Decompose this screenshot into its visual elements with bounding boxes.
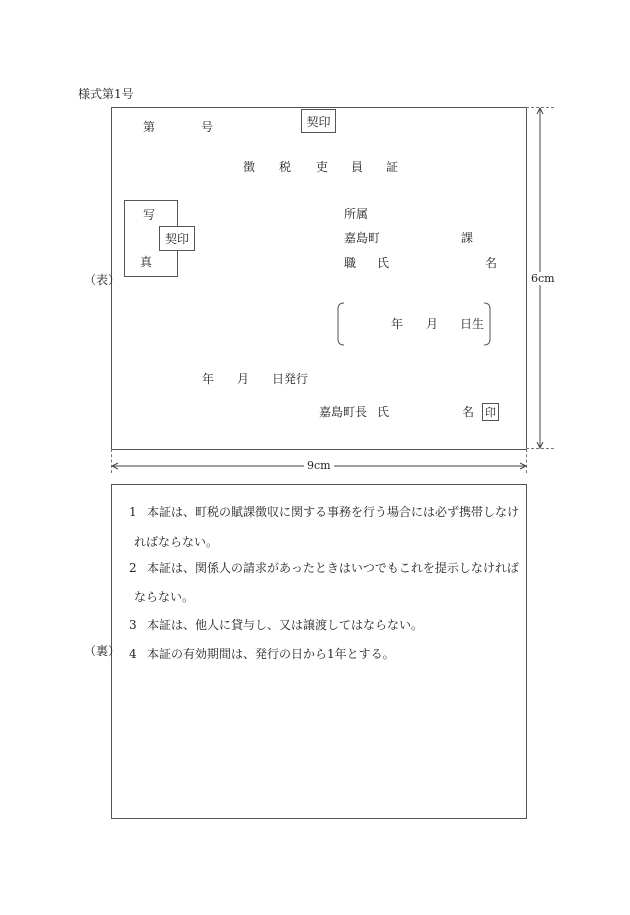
back-item-4-line1: 本証の有効期間は、発行の日から1年とする。 bbox=[147, 647, 395, 661]
birth-nichi: 日生 bbox=[460, 317, 485, 331]
seal-text-photo: 契印 bbox=[164, 232, 189, 246]
issue-gatsu: 月 bbox=[237, 372, 250, 386]
position-shi: 氏 bbox=[377, 256, 390, 270]
birth-nen: 年 bbox=[391, 317, 404, 331]
affiliation-label: 所属 bbox=[344, 207, 369, 221]
number-go: 号 bbox=[201, 120, 214, 134]
width-label: 9cm bbox=[304, 460, 334, 471]
title-char-1: 徴 bbox=[243, 160, 256, 174]
mayor-stamp bbox=[482, 403, 499, 421]
position-mei: 名 bbox=[485, 256, 498, 270]
title-char-2: 税 bbox=[279, 160, 292, 174]
height-label: 6cm bbox=[531, 272, 555, 285]
affiliation-town: 嘉島町 bbox=[344, 231, 381, 245]
photo-label-bottom: 真 bbox=[140, 255, 153, 269]
position-shoku: 職 bbox=[344, 256, 357, 270]
back-item-2-num: 2 bbox=[129, 561, 137, 575]
back-item-1-line1: 本証は、町税の賦課徴収に関する事務を行う場合には必ず携帯しなけ bbox=[147, 505, 520, 519]
form-label: 様式第1号 bbox=[78, 87, 134, 101]
back-item-1-line2: ればならない。 bbox=[134, 535, 219, 549]
birth-gatsu: 月 bbox=[426, 317, 439, 331]
back-side-label: （裏） bbox=[84, 644, 121, 658]
mayor-mei: 名 bbox=[462, 405, 475, 419]
title-char-3: 吏 bbox=[316, 160, 329, 174]
mayor-label: 嘉島町長 bbox=[319, 405, 368, 419]
back-item-2-line1: 本証は、関係人の請求があったときはいつでもこれを提示しなければ bbox=[147, 561, 519, 575]
front-card bbox=[111, 107, 527, 450]
mayor-shi: 氏 bbox=[377, 405, 390, 419]
back-item-2-line2: ならない。 bbox=[134, 590, 195, 604]
mayor-stamp-text: 印 bbox=[485, 406, 496, 419]
title-char-4: 員 bbox=[351, 160, 364, 174]
front-side-label: （表） bbox=[84, 273, 121, 287]
title-char-5: 証 bbox=[386, 160, 399, 174]
back-item-3-line1: 本証は、他人に貸与し、又は譲渡してはならない。 bbox=[147, 618, 424, 632]
back-item-4-num: 4 bbox=[129, 647, 137, 661]
seal-box-top bbox=[301, 109, 336, 133]
issue-nen: 年 bbox=[202, 372, 215, 386]
number-dai: 第 bbox=[143, 120, 156, 134]
back-item-3-num: 3 bbox=[129, 618, 137, 632]
photo-label-top: 写 bbox=[143, 208, 156, 222]
back-item-1-num: 1 bbox=[129, 505, 137, 519]
affiliation-section: 課 bbox=[461, 231, 474, 245]
seal-text-top: 契印 bbox=[306, 114, 331, 129]
seal-box-photo bbox=[159, 226, 195, 251]
issue-nichi: 日発行 bbox=[272, 372, 309, 386]
